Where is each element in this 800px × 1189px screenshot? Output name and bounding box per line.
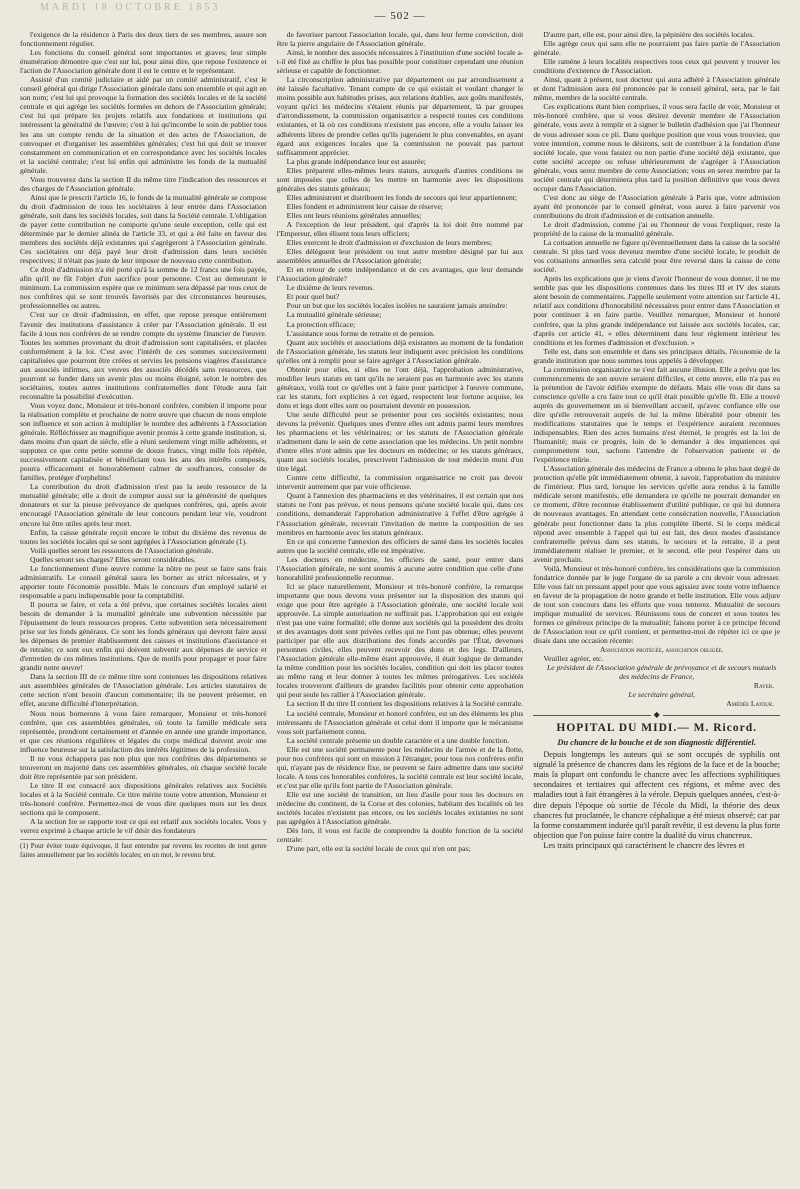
column-3-text: [533, 30, 780, 645]
paragraph: D'une part, elle est la société locale de ceux qui n'en ont pas;: [286, 844, 471, 854]
section-divider: [533, 713, 780, 719]
paragraph: Elles exercent le droit d'admission et d'exclusion de leurs membres;: [286, 238, 493, 248]
paragraph: Elles ont leurs réunions générales annuelles;: [286, 210, 422, 220]
signature-president-title: Le président de l'Association générale de prévoyance et de secours mutuels des médecins de France,: [546, 663, 777, 682]
header-bleed-through: MARDI 18 OCTOBRE 1853: [40, 2, 221, 13]
paragraph: L'Association générale des médecins de France a obtenu le plus haut degré de protection qu'elle pût immédiatement obtenir, à savoir, l'approbation du ministre de l'intérieur. Plus tard, lorsque les services qu'elle aura rendus à la famille médicale seront manifestés, elle demandera ce qu'elle ne pourrait demander en ce moment, d'être reconnue établissement d'utilité publique, ce qui lui donnera de nouveaux avantages. En attendant cette consécration nouvelle, l'Association générale peut fonctionner dans la plus complète liberté. Si le corps médical répond avec ensemble à l'appel qui lui est fait, des deux modes d'assistance confraternelle prévus dans ses statuts, le secours et la retraite, il a peut immédiatement réaliser le premier, et le second, elle peut l'espérer dans un avenir prochain.: [533, 464, 781, 564]
paragraph: Quelles seront ses charges? Elles seront considérables.: [30, 554, 196, 564]
page-number: — 502 —: [374, 10, 426, 22]
paragraph: Elles fondent et administrent leur caisse de réserve;: [286, 201, 443, 211]
paragraph: Les docteurs en médecine, les officiers de santé, pour entrer dans l'Association générale, ne sont soumis à aucune autre condition que celle d'une honorabilité professionnelle reconnue.: [276, 554, 524, 582]
paragraph: Ce droit d'admission n'a été porté qu'à la somme de 12 francs une fois payée, afin qu'il ne fût l'objet d'un sacrifice pour personne. C'est au demeurant le minimum. La commission espère que ce minimum sera dépassé par tous ceux de nos confrères qui se sont trouvés favorisés par des circonstances heureuses, professionnelles ou autres.: [20, 265, 267, 311]
paragraph: C'est donc au siège de l'Association générale à Paris que, votre admission ayant été prononcée par le conseil général, vous aurez à faire parvenir vos contributions du droit d'admission et de cotisation annuelle.: [533, 192, 781, 220]
motto: Association protégée, association obligée.: [599, 645, 724, 655]
paragraph: Elles délèguent leur président ou tout autre membre désigné par lui aux assemblées annuelles de l'Association générale;: [276, 247, 524, 266]
paragraph: Le fonctionnement d'une œuvre comme la nôtre ne peut se faire sans frais administratifs. Le conseil général saura les borner au strict nécessaire, et y apporter toute l'économie possible. Mais le concours d'un employé salarié et responsable a paru indispensable pour la comptabilité.: [20, 563, 267, 600]
paragraph: En ce qui concerne l'annexion des officiers de santé dans les sociétés locales autres que la société centrale, elle est impérative.: [276, 536, 524, 555]
paragraph: Une seule difficulté peut se présenter pour ces sociétés existantes; nous devons la prévenir. Quelques unes d'entre elles ont admis parmi leurs membres les pharmaciens et les vétérinaires; or les statuts de l'Association générale n'admettent dans le sein de cette association que les médecins. Un petit nombre d'entre elles n'ont admis que les docteurs en médecine; or les statuts généraux, quant aux sociétés locales, prescrivent l'admission de tout médecin muni d'un titre légal.: [276, 409, 524, 474]
paragraph: Quant à l'annexion des pharmaciens et des vétérinaires, il est certain que nos statuts ne l'ont pas prévue, et nous pensons qu'une société locale qui, dans ces conditions, demanderait l'approbation administrative à l'effet d'être agrégée à l'Association générale, recevrait l'invitation de mettre la composition de ses membres en harmonie avec les statuts généraux.: [276, 491, 524, 537]
paragraph: Contre cette difficulté, la commission organisatrice ne croit pas devoir intervenir autrement que par voie officieuse.: [276, 473, 524, 492]
paragraph: Il pourra se faire, et cela a été prévu, que certaines sociétés locales aient besoin de demander à la mutualité générale une subvention nécessitée par l'épuisement de leurs ressources propres. Cette subvention sera nécessairement prise sur les fonds généraux. Ce sont les fonds généraux qui devront faire aussi les dépenses de premier établissement des caisses et institutions d'assistance et de retraite; ce sont eux enfin qui doivent subvenir aux dépenses de service et d'entretien de ces mêmes institutions. Que de motifs pour propager et pour faire grandir notre œuvre!: [20, 599, 267, 673]
paragraph: Le droit d'admission, comme j'ai eu l'honneur de vous l'expliquer, reste la propriété de la caisse de la mutualité générale.: [533, 219, 781, 239]
paragraph: La commission organisatrice ne s'est fait aucune illusion. Elle a prévu que les commencements de son œuvre seraient difficiles, et cette œuvre, elle n'a pas eu la prétention de l'avoir édifiée exempte de défauts. Mais elle vous dit dans sa conscience qu'elle a cru faire tout ce qu'il était possible qu'elle fît. Elle a trouvé auprès du gouvernement un si bienveillant accueil, qu'avec confiance elle ose dire qu'elle retrouverait auprès de lui la même libéralité pour obtenir les modifications statutaires que le temps et l'expérience auraient reconnues indispensables. Rien des actes humains n'est éternel, le progrès est la loi de l'humanité; mais ce progrès, loin de le demander à des impatiences qui compromettent tout, sachons l'attendre de l'observation patiente et de l'expérience mûrie.: [533, 364, 781, 465]
paragraph: Obtenir pour elles, si elles ne l'ont déjà, l'approbation administrative, modifier leurs statuts en tant qu'ils ne seraient pas en harmonie avec les statuts généraux, voilà tout ce qu'elles ont à faire pour participer à l'œuvre commune, car les statuts, fort explicites à cet égard, respectent leur fortune acquise, les dons et legs dont elles sont ou pourraient devenir en possession.: [276, 364, 524, 410]
paragraph: Le titre II est consacré aux dispositions générales relatives aux Sociétés locales et à la Société centrale. Ce titre mérite toute votre attention, Monsieur et très-honoré confrère. Permettez-moi de vous dire quelques mots sur les deux sections qui le composent.: [20, 780, 267, 818]
paragraph: de favoriser partout l'association locale, qui, dans leur ferme conviction, doit être la pierre angulaire de l'Association générale.: [276, 30, 524, 49]
paragraph: La contribution du droit d'admission n'est pas la seule ressource de la mutualité générale; elle a droit de compter aussi sur la générosité de quelques donateurs et sur la pieuse prévoyance de quelques confrères, qui, après avoir encouragé l'Association générale de leur concours pendant leur vie, voudront encore lui être utiles après leur mort.: [20, 482, 267, 528]
paragraph: Vous trouverez dans la section II du même titre l'indication des ressources et des charges de l'Association générale.: [20, 174, 267, 193]
paragraph: Après les explications que je viens d'avoir l'honneur de vous donner, il ne me semble pas que les dispositions contenues dans les titres III et IV des statuts aient besoin de commentaires. J'appelle seulement votre attention sur l'article 41, relatif aux conditions d'honorabilité nécessaires pour entrer dans l'Association et pour continuer à en faire partie. Veuillez remarquer, Monsieur et honoré confrère, que la plus grande indépendance est laissée aux sociétés locales, car, d'après cet article 41, « elles déterminent dans leur règlement intérieur les conditions et les formes d'admission et d'exclusion. »: [533, 274, 781, 347]
paragraph: Ainsi, quant à présent, tout docteur qui aura adhéré à l'Association générale et dont l'admission aura été prononcée par le conseil général, sera, par le fait même, membre de la société centrale.: [533, 75, 781, 103]
paragraph: A la section Ire se rapporte tout ce qui est relatif aux sociétés locales. Vous y verrez exprimé à chaque article le vif désir des fondateurs: [20, 817, 267, 836]
paragraph: Telle est, dans son ensemble et dans ses principaux détails, l'économie de la grande institution que nous sommes tous appelés à développer.: [533, 346, 781, 365]
column-1-text: [20, 30, 267, 835]
paragraph: Elles préparent elles-mêmes leurs statuts, auxquels d'autres conditions ne sont imposées que celles de les mettre en harmonie avec les dispositions générales des statuts généraux;: [276, 165, 524, 193]
paragraph: Elle est une société permanente pour les médecins de l'armée et de la flotte, pour nos confrères qui sont en mission à l'étranger, pour tous nos confrères enfin qui, n'ayant pas de résidence fixe, ne peuvent se faire admettre dans une société locale. A tous ces honorables confrères, la société centrale est leur société locale, et c'est par elle qu'ils font partie de l'Association générale.: [276, 744, 524, 790]
paragraph: La société centrale, Monsieur et honoré confrère, est un des éléments les plus intéressants de l'Association générale et celui dont il importe que le mécanisme vous soit parfaitement connu.: [276, 708, 524, 736]
paragraph: Depuis longtemps les auteurs qui se sont occupés de syphilis ont signalé la présence de chancres dans les régions de la face et de la bouche; mais la plupart ont confondu le chancre avec les affections syphilitiques secondaires et tertiaires qui affectent ces régions, et même avec des maladies tout à fait étrangères à la vérole. Depuis quelques années, c'est-à-dire depuis l'époque où sortie de l'école du Midi, la théorie des deux chancres fut proclamée, le chancre céphalique a été mieux observé; car par la forme constamment indurée qu'il paraît revêtir, il est devenu la plus forte objection que l'on puisse faire contre la dualité du virus chancreux.: [533, 749, 781, 841]
paragraph: Voilà quelles seront les ressources de l'Association générale.: [30, 545, 214, 555]
footnote: (1) Pour éviter toute équivoque, il faut entendre par revenu les recettes de tout genre faites annuellement par les sociétés locales; en un mot, le revenu brut.: [20, 839, 267, 859]
paragraph: La mutualité générale sérieuse;: [286, 310, 382, 320]
paragraph: Et pour quel but?: [286, 292, 340, 302]
column-2-text: [277, 30, 524, 853]
closing: Veuillez agréer, etc.: [543, 654, 604, 664]
paragraph: Les fonctions du conseil général sont importantes et graves; leur simple énumération démontre que c'est sur lui, pour ainsi dire, que repose l'existence et l'action de l'Association générale dont il est le centre et le représentant.: [20, 48, 267, 76]
paragraph: Ainsi, le nombre des associés nécessaires à l'institution d'une société locale a-t-il été fixé au chiffre le plus bas possible pour constituer cependant une réunion sérieuse et capable de fonctionner.: [276, 48, 524, 76]
paragraph: Pour un but que les sociétés locales isolées ne sauraient jamais atteindre:: [286, 301, 508, 311]
paragraph: La protection efficace;: [286, 319, 356, 329]
paragraph: D'autre part, elle est, pour ainsi dire, la pépinière des sociétés locales.: [543, 30, 755, 39]
paragraph: La cotisation annuelle ne figure qu'éventuellement dans la caisse de la société centrale. Si plus tard vous devenez membre d'une société locale, le produit de vos cotisations annuelles sera calculé pour être reversé dans la caisse de cette société.: [533, 238, 781, 275]
paragraph: Nous nous bornerons à vous faire remarquer, Monsieur et très-honoré confrère, que ces assemblées générales, où toute la famille médicale sera représentée, prendront certainement et d'année en année une grande importance, et que ces réunions régulières et légales du corps médical doivent avoir une influence heureuse sur la satisfaction des intérêts légitimes de la profession.: [20, 708, 267, 754]
paragraph: Enfin, la caisse générale reçoit encore le tribut du dixième des revenus de toutes les sociétés locales qui se sont agrégées à l'Association générale (1).: [20, 527, 267, 546]
section-subtitle: Du chancre de la bouche et de son diagnostic différentiel.: [557, 737, 756, 747]
paragraph: Et en retour de cette indépendance et de ces avantages, que leur demande l'Association générale?: [276, 265, 524, 284]
column-2: [277, 30, 524, 1183]
paragraph: Assisté d'un comité judiciaire et aidé par un comité administratif, c'est le conseil général qui dirige l'Association générale dans son ensemble et qui agit en son nom; c'est lui qui provoque la formation des sociétés locales et de la société centrale et qui agrège les sociétés formées en dehors de l'Association générale; c'est lui qui prépare les projets relatifs aux fondations et institutions qui intéressent la généralité de l'œuvre; c'est à lui qu'incombe le soin de publier tous les ans un compte rendu de la situation et des actes de l'Association, de convoquer et d'organiser les assemblées générales; c'est lui qui doit se trouver constamment en communication et en correspondance avec les sociétés locales et la société centrale; c'est lui enfin qui administre les fonds de la mutualité générale.: [20, 75, 267, 175]
paragraph: Le dixième de leurs revenus.: [286, 283, 375, 293]
paragraph: La plus grande indépendance leur est assurée;: [286, 156, 426, 166]
paragraph: Elle est une société de transition, un lieu d'asile pour tous les docteurs en médecine du continent, de la Corse et des colonies, habitant des localités où les sociétés locales n'existent pas encore, ou les sociétés locales existantes ne sont pas agrégées à l'Association générale.: [276, 789, 524, 827]
paragraph: Elle agrège ceux qui sans elle ne pourraient pas faire partie de l'Association générale.: [533, 39, 781, 58]
paragraph: C'est sur ce droit d'admission, en effet, que repose presque entièrement l'avenir des institutions d'assistance à créer par l'Association générale. Il est facile à tous nos confrères de se rendre compte du système financier de l'œuvre. Toutes les sommes provenant du droit d'admission sont capitalisées, et placées conformément à la loi. C'est avec l'intérêt de ces sommes successivement capitalisées que pourront être créées et servies les pensions viagères d'assistance aux associés infirmes, aux veuves des associés décédés sans ressources, que pourront se fonder dans un avenir plus ou moins éloigné, selon le nombre des sociétaires, toutes autres institutions confraternelles dont l'étude aura fait reconnaître la possibilité d'exécution.: [20, 310, 267, 401]
paragraph: Ainsi que le prescrit l'article 16, le fonds de la mutualité générale se compose du droit d'admission de tous les sociétaires à leur entrée dans l'Association générale, soit dans les sociétés locales, soit dans la Société centrale. L'obligation de payer cette contribution ne comporte qu'une seule exception, celle qui est déterminée par le dernier alinéa de l'article 33, et qui a été faite en faveur des membres des sociétés déjà existantes qui s'agrégeront à l'Association générale. Ces sociétaires ont déjà payé leur droit d'admission dans leurs sociétés respectives; il n'était pas juste de leur imposer de nouveau cette contribution.: [20, 192, 267, 266]
paragraph: Voilà, Monsieur et très-honoré confrère, les considérations que la commission fondatrice donnée par le juge l'organe de sa parole a cru devoir vous adresser. Elle vous fait un pressant appel pour que vous agissiez avec toute votre influence en faveur de la propagation de notre grande et belle institution. Elle vous adjure de tout son concours dans les efforts que vous tenterez. Mutualité de secours implique mutualité de services. Réunissons tous de concert et sous toutes les formes ce généreux principe de la mutualité; faisons porter à ce principe fécond de l'Association tout ce qu'il contient, et permettez-moi de répéter ici ce que je disais dans une occasion récente:: [533, 563, 781, 646]
paragraph: Dans la section III de ce même titre sont contenues les dispositions relatives aux assemblées générales de l'Association générale. Les articles statutaires de cette section n'ont besoin d'aucun commentaire; ils ne peuvent présenter, en effet, aucune difficulté d'interprétation.: [20, 672, 267, 709]
paragraph: Elle ramène à leurs localités respectives tous ceux qui peuvent y trouver les conditions d'existence de l'Association.: [533, 57, 781, 76]
section-text: [533, 750, 780, 852]
paragraph: Elles administrent et distribuent les fonds de secours qui leur appartiennent;: [286, 192, 517, 202]
paragraph: Quant aux sociétés et associations déjà existantes au moment de la fondation de l'Association générale, les statuts leur indiquent avec précision les conditions qu'elles ont à remplir pour se faire agréger à l'Association générale.: [276, 337, 524, 365]
paragraph: Vous voyez donc, Monsieur et très-honoré confrère, combien il importe pour la réalisation complète et prochaine de notre œuvre que chacun de nous emploie son influence et son action à multiplier le nombre des adhérents à l'Association générale. Réfléchissez au magnifique avenir promis à cette grande institution, si, dans moins d'un quart de siècle, elle a réuni seulement vingt mille adhérents, et supputez ce que cette petite somme de douze francs, vingt mille fois répétée, successivement capitalisée et bénéficiant tous les ans des intérêts composés, pourra efficacement et honorablement calmer de souffrances, consoler de familles, protéger d'orphelins!: [20, 400, 267, 483]
paragraph: La circonscription administrative par département ou par arrondissement a été laissée facultative. Tenant compte de ce qui existait et voulant changer le moins possible aux habitudes prises, aux relations établies, aux goûts manifestés, voyant qu'ici les médecins s'étaient réunis par département, là par groupes d'arrondissement, la commission organisatrice a respecté toutes ces conditions existantes, et là où ces conditions n'existent pas encore, elle a voulu laisser les adhérents libres de prendre celles qu'ils jugeraient le plus convenables, en ayant égard aux exigences locales que la commission ne pouvait pas partout suffisamment apprécier.: [276, 75, 524, 157]
paragraph: L'assistance sous forme de retraite et de pension.: [286, 328, 435, 338]
signature-secretary-name: Amédée Latour.: [726, 699, 775, 709]
paragraph: Il ne vous échappera pas non plus que nos confrères des départements se trouveront en majorité dans ces assemblées générales, où chaque société locale doit être représentée par son président.: [20, 753, 267, 781]
section-title: HOPITAL DU MIDI.— M. Ricord.: [556, 721, 757, 734]
paragraph: La société centrale présente un double caractère et a une double fonction.: [286, 735, 510, 745]
column-1: [20, 30, 267, 1183]
paragraph: Ici se place naturellement, Monsieur et très-honoré confrère, la remarque importante que nous devons vous présenter sur la disposition des statuts qui exige que pour être agrégée à l'Association générale, une société locale soit approuvée. La simple autorisation ne suffirait pas. L'approbation qui est exigée n'est pas une vaine formalité; elle donne aux sociétés qui la possèdent des droits et des avantages dont sont privées celles qui ne l'ont pas obtenue; elles peuvent participer par elle aux distributions des fonds accordés par l'État, devenues personnes civiles, elles peuvent recevoir des dons et des legs. D'ailleurs, l'Association générale elle-même étant approuvée, il était logique de demander la même condition pour les sociétés locales, condition qui doit les placer toutes au même rang et leur donner à toutes les mêmes prérogatives. Les sociétés locales trouveront d'ailleurs de grandes facilités pour obtenir cette approbation qui peut seule les rallier à l'Association générale.: [276, 581, 524, 700]
paragraph: Les traits principaux qui caractérisent le chancre des lèvres et: [543, 841, 745, 851]
signature-secretary-title: Le secrétaire général,: [628, 690, 695, 700]
paragraph: A l'exception de leur président, qui d'après la loi doit être nommé par l'Empereur, elles élisent tous leurs officiers;: [276, 219, 524, 239]
signature-president-name: Rayer.: [753, 681, 775, 691]
paragraph: Dès lors, il vous est facile de comprendre la double fonction de la société centrale:: [276, 826, 524, 845]
paragraph: Ces explications étant bien comprises, il vous sera facile de voir, Monsieur et très-honoré confrère, que si vous désirez devenir membre de l'Association générale, vous avez à remplir et à signer le bulletin d'adhésion que j'ai l'honneur de vous adresser sous ce pli. Dans quelque position que vous vous trouviez, que votre intention, comme nous le désirons, soit de contribuer à la fondation d'une société locale, que vous fassiez ou non partie d'une société déjà existante, que cette société accepte ou refuse ultérieurement de s'agréger à l'Association générale, vous serez membre de cette Association; vous en serez membre par la société centrale qui déterminera plus tard la position définitive que vous devez occuper dans l'Association.: [533, 102, 781, 193]
paragraph: l'exigence de la résidence à Paris des deux tiers de ses membres, assure son fonctionnement régulier.: [20, 30, 267, 49]
column-3: [533, 30, 780, 1183]
paragraph: La section II du titre II contient les dispositions relatives à la Société centrale.: [286, 699, 523, 709]
columns: [20, 30, 780, 1183]
